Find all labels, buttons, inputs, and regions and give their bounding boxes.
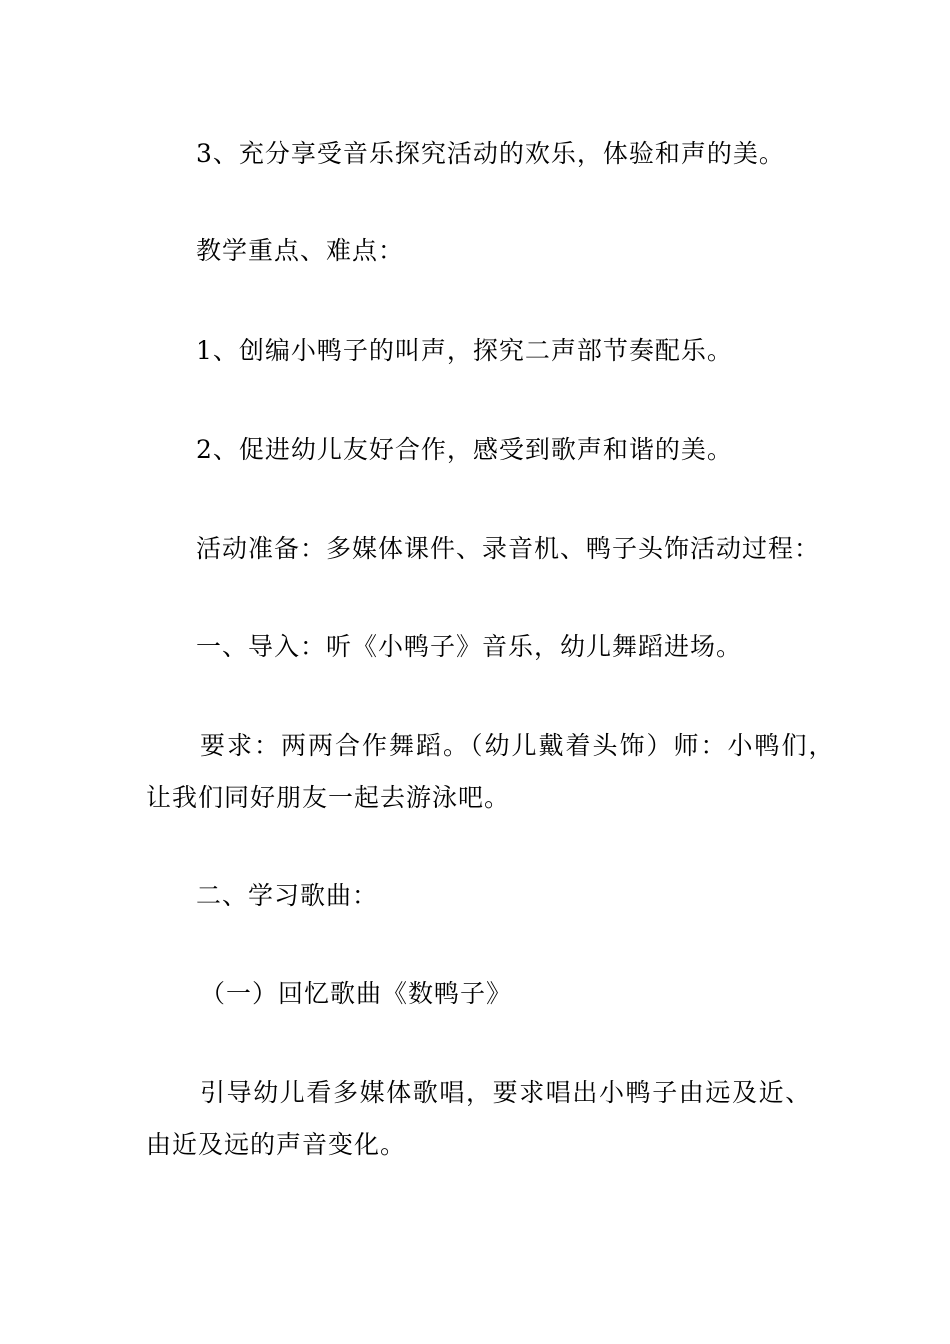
key-points-heading: 教学重点、难点：	[196, 236, 405, 265]
requirement-text-line-1: 要求：两两合作舞蹈。（幼儿戴着头饰）师：小鸭们，	[200, 731, 836, 760]
objective-3-text: 3、充分享受音乐探究活动的欢乐，体验和声的美。	[196, 139, 785, 168]
step-2-heading: 二、学习歌曲：	[196, 881, 379, 910]
guidance-text-line-2: 由近及远的声音变化。	[146, 1130, 407, 1159]
substep-1-heading: （一）回忆歌曲《数鸭子》	[200, 979, 513, 1008]
preparation-text: 活动准备：多媒体课件、录音机、鸭子头饰活动过程：	[196, 534, 821, 563]
key-point-1-text: 1、创编小鸭子的叫声，探究二声部节奏配乐。	[196, 336, 733, 365]
key-point-2-text: 2、促进幼儿友好合作，感受到歌声和谐的美。	[196, 435, 733, 464]
guidance-text-line-1: 引导幼儿看多媒体歌唱，要求唱出小鸭子由远及近、	[200, 1078, 812, 1107]
requirement-text-line-2: 让我们同好朋友一起去游泳吧。	[146, 783, 511, 812]
step-1-heading: 一、导入：听《小鸭子》音乐，幼儿舞蹈进场。	[196, 632, 743, 661]
